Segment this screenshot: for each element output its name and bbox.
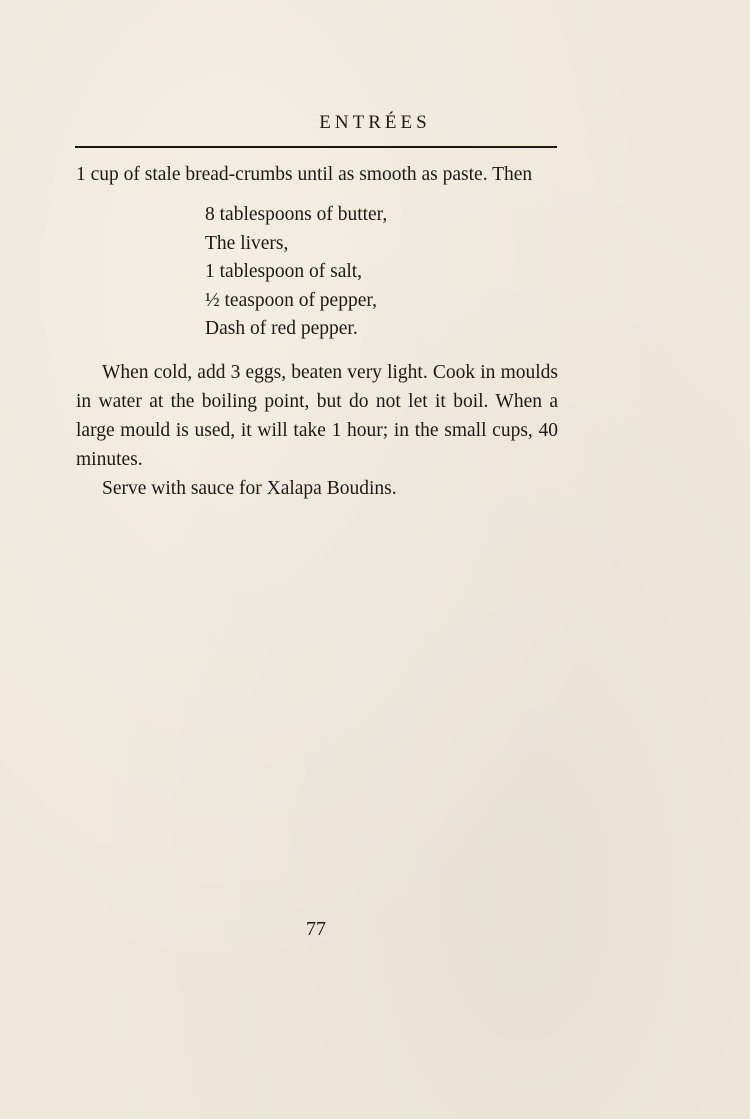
page-number: 77 bbox=[306, 918, 326, 940]
intro-paragraph: 1 cup of stale bread-crumbs until as smooth as paste. Then bbox=[76, 164, 533, 185]
ingredient-item: 8 tablespoons of butter, bbox=[205, 204, 388, 225]
page-body bbox=[76, 160, 558, 503]
instructions-paragraph: When cold, add 3 eggs, beaten very light. Cook in moulds in water at the boiling point, but do not let it boil. When a large mould is used, it will take 1 hour; in the small cups, 40 minutes. bbox=[76, 361, 558, 470]
ingredient-item: 1 tablespoon of salt, bbox=[205, 261, 363, 282]
serving-paragraph: Serve with sauce for Xalapa Boudins. bbox=[102, 477, 397, 499]
ingredient-item: ½ teaspoon of pepper, bbox=[205, 289, 377, 311]
ingredient-list bbox=[205, 201, 558, 344]
running-title: ENTRÉES bbox=[319, 112, 431, 133]
ingredient-item: Dash of red pepper. bbox=[205, 318, 358, 339]
header-rule bbox=[75, 146, 557, 148]
ingredient-item: The livers, bbox=[205, 232, 289, 254]
